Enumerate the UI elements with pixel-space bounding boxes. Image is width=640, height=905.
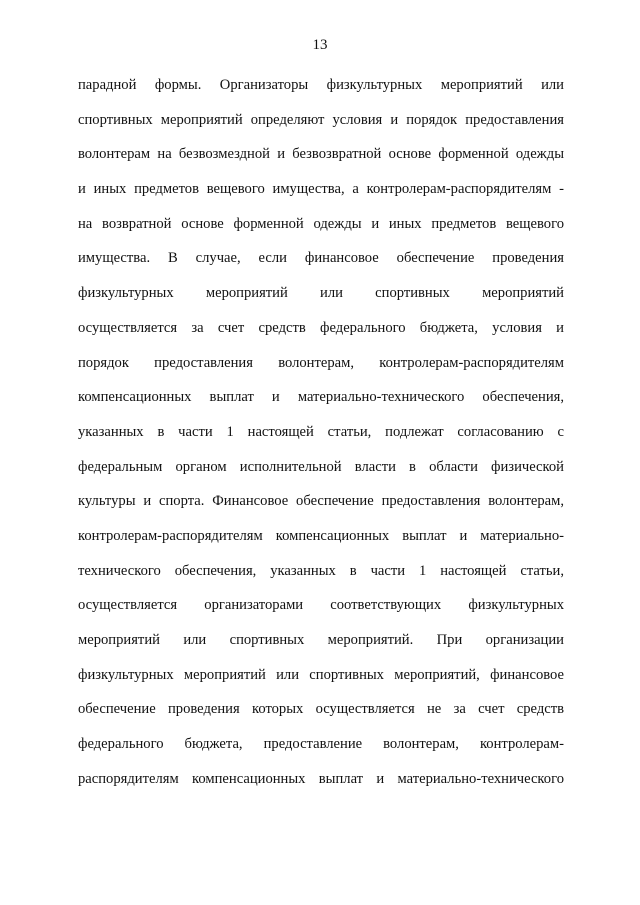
text-line: указанных в части 1 настоящей статьи, подлежат согласованию с bbox=[78, 423, 564, 440]
text-line: распорядителям компенсационных выплат и материально-технического bbox=[78, 770, 564, 787]
text-line: компенсационных выплат и материально-технического обеспечения, bbox=[78, 389, 564, 406]
text-line: волонтерам на безвозмездной и безвозвратной основе форменной одежды bbox=[78, 146, 564, 163]
text-line: технического обеспечения, указанных в части 1 настоящей статьи, bbox=[78, 562, 564, 579]
text-line: культуры и спорта. Финансовое обеспечение предоставления волонтерам, bbox=[78, 493, 564, 510]
text-line: обеспечение проведения которых осуществляется не за счет средств bbox=[78, 701, 564, 718]
text-line: парадной формы. Организаторы физкультурных мероприятий или bbox=[78, 77, 564, 93]
text-line: порядок предоставления волонтерам, контролерам-распорядителям bbox=[78, 354, 564, 371]
page-number: 13 bbox=[312, 37, 328, 53]
text-line: контролерам-распорядителям компенсационных выплат и материально- bbox=[78, 527, 564, 544]
text-line: имущества. В случае, если финансовое обеспечение проведения bbox=[78, 250, 564, 267]
body-paragraph bbox=[78, 68, 564, 796]
text-line: мероприятий или спортивных мероприятий. При организации bbox=[78, 632, 564, 648]
text-line: осуществляется организаторами соответствующих физкультурных bbox=[78, 597, 564, 614]
text-line: спортивных мероприятий определяют условия и порядок предоставления bbox=[78, 111, 564, 128]
text-line: физкультурных мероприятий или спортивных мероприятий bbox=[78, 285, 564, 302]
text-line: и иных предметов вещевого имущества, а контролерам-распорядителям - bbox=[78, 181, 564, 198]
text-line: федеральным органом исполнительной власти в области физической bbox=[78, 458, 564, 475]
text-line: федерального бюджета, предоставление волонтерам, контролерам- bbox=[78, 736, 564, 753]
text-line: на возвратной основе форменной одежды и иных предметов вещевого bbox=[78, 215, 564, 232]
text-line: физкультурных мероприятий или спортивных мероприятий, финансовое bbox=[78, 666, 564, 683]
text-line: осуществляется за счет средств федерального бюджета, условия и bbox=[78, 319, 564, 336]
